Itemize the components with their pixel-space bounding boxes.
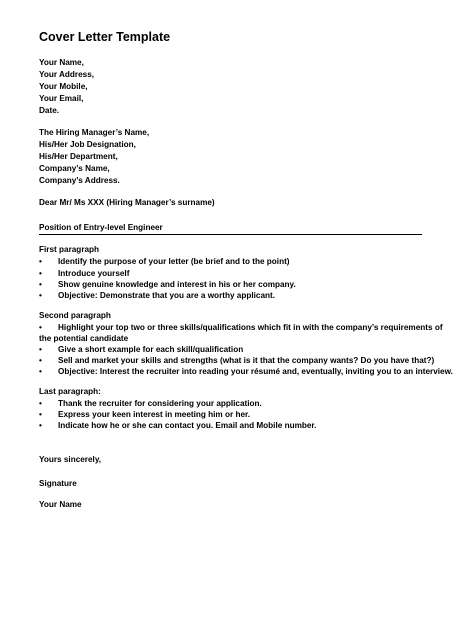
- recipient-department: His/Her Department,: [39, 152, 118, 161]
- sender-address: Your Address,: [39, 70, 95, 79]
- bullet-icon: •: [39, 399, 42, 408]
- recipient-block: [39, 127, 149, 187]
- bullet-icon: •: [39, 356, 42, 365]
- recipient-name: The Hiring Manager’s Name,: [39, 128, 150, 137]
- last-paragraph-heading: Last paragraph:: [39, 387, 101, 396]
- recipient-company-address: Company’s Address.: [39, 176, 120, 185]
- second-paragraph-heading: Second paragraph: [39, 311, 111, 320]
- position-line: Position of Entry-level Engineer: [39, 223, 163, 232]
- bullet-icon: •: [39, 410, 42, 419]
- section-divider: [39, 234, 422, 235]
- bullet-icon: •: [39, 421, 42, 430]
- bullet-icon: •: [39, 345, 42, 354]
- sender-mobile: Your Mobile,: [39, 82, 88, 91]
- sender-block: [39, 57, 94, 117]
- bullet-icon: •: [39, 367, 42, 376]
- bullet-icon: •: [39, 280, 42, 289]
- list-item-continuation: the potential candidate: [39, 334, 129, 343]
- recipient-designation: His/Her Job Designation,: [39, 140, 136, 149]
- sender-name: Your Name,: [39, 58, 84, 67]
- signer-name: Your Name: [39, 500, 82, 509]
- recipient-company: Company’s Name,: [39, 164, 110, 173]
- document-page: Cover Letter Template Your Name, Your Address, Your Mobile, Your Email, Date. The Hiring Manager’s Name, His/Her Job Designation, His/Her Department, Company’s Name, Company’s Address. Dear Mr/ Ms XXX (Hiring Manager’s surname) Position of Entry-level Engineer First paragraph • Identify the purpose of your letter (be brief and to the point) • Introduce yourself • Show genuine knowledge and interest in his or her company. • Objective: Demonstrate that you are a worthy applicant. Second paragraph • Highlight your top two or three skills/qualifications which fit in with the company’s requirements of the potential candidate • Give a short example for each skill/qualification • Sell and market your skills and strengths (what is it that the company wants? Do you have that?) • Objective: Interest the recruiter into reading your résumé and, eventually, inviting you to an interview. Last paragraph: • Thank the recruiter for considering your application. • Express your keen interest in meeting him or her. • Indicate how he or she can contact you. Email and Mobile number. Yours sincerely, Signature Your Name: [39, 30, 453, 509]
- salutation: Dear Mr/ Ms XXX (Hiring Manager’s surname): [39, 198, 215, 207]
- bullet-icon: •: [39, 269, 42, 278]
- closing: Yours sincerely,: [39, 455, 102, 464]
- bullet-icon: •: [39, 257, 42, 266]
- bullet-icon: •: [39, 291, 42, 300]
- document-title: Cover Letter Template: [39, 30, 171, 44]
- sender-date: Date.: [39, 106, 60, 115]
- signature-label: Signature: [39, 479, 77, 488]
- bullet-icon: •: [39, 323, 42, 332]
- sender-email: Your Email,: [39, 94, 84, 103]
- first-paragraph-heading: First paragraph: [39, 245, 100, 254]
